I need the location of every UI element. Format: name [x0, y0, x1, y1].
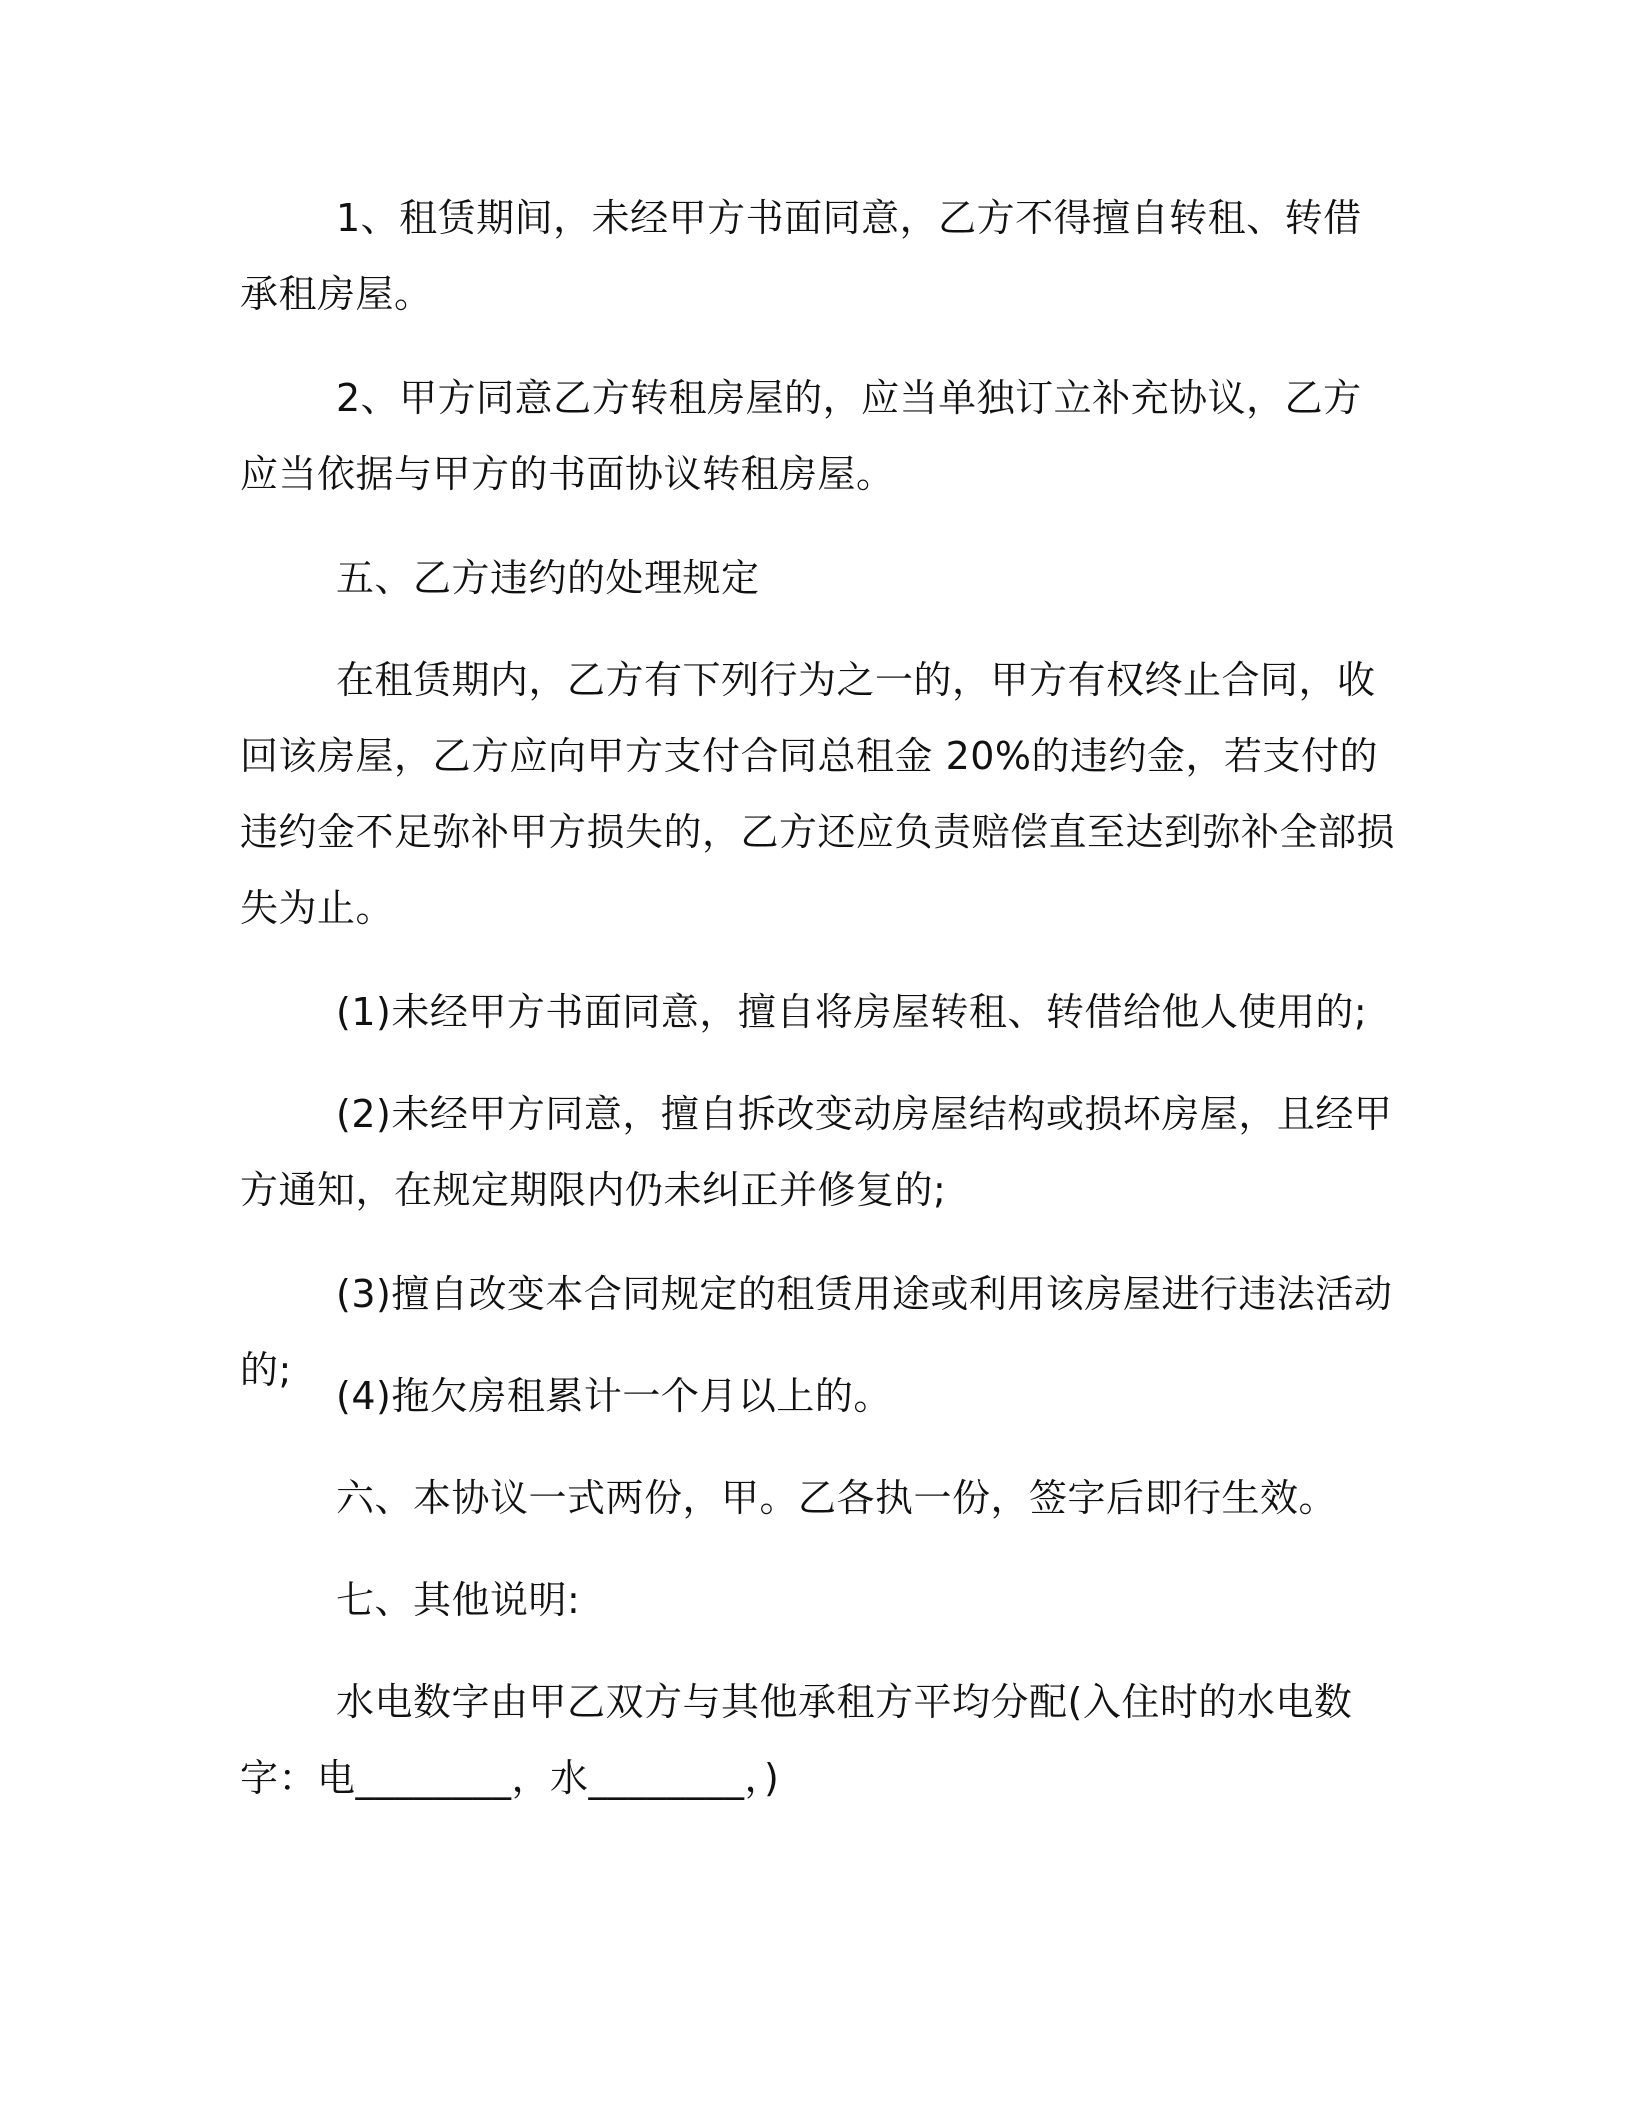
list-item-breach-3: (3)擅自改变本合同规定的租赁用途或利用该房屋进行违法活动的;: [240, 1272, 1393, 1392]
list-item-breach-2: (2)未经甲方同意，擅自拆改变动房屋结构或损坏房屋，且经甲方通知，在规定期限内仍未纠正并修复的;: [240, 1092, 1393, 1212]
list-item-breach-4: (4)拖欠房租累计一个月以上的。: [336, 1374, 892, 1418]
paragraph-utilities: 水电数字由甲乙双方与其他承租方平均分配(入住时的水电数字：电________，水________，): [240, 1680, 1353, 1800]
list-item-breach-1: (1)未经甲方书面同意，擅自将房屋转租、转借给他人使用的;: [336, 990, 1368, 1034]
paragraph-sublease-clause-2: 2、甲方同意乙方转租房屋的，应当单独订立补充协议，乙方应当依据与甲方的书面协议转租房屋。: [240, 376, 1362, 496]
paragraph-breach-terms: 在租赁期内，乙方有下列行为之一的，甲方有权终止合同，收回该房屋，乙方应向甲方支付合同总租金 20%的违约金，若支付的违约金不足弥补甲方损失的，乙方还应负责赔偿直至达到弥补全部损失为止。: [240, 658, 1396, 930]
section-heading-breach: 五、乙方违约的处理规定: [336, 556, 760, 600]
section-heading-other: 七、其他说明:: [336, 1578, 581, 1622]
section-heading-copies: 六、本协议一式两份，甲。乙各执一份，签字后即行生效。: [336, 1476, 1338, 1520]
paragraph-sublease-clause-1: 1、租赁期间，未经甲方书面同意，乙方不得擅自转租、转借承租房屋。: [240, 196, 1362, 316]
